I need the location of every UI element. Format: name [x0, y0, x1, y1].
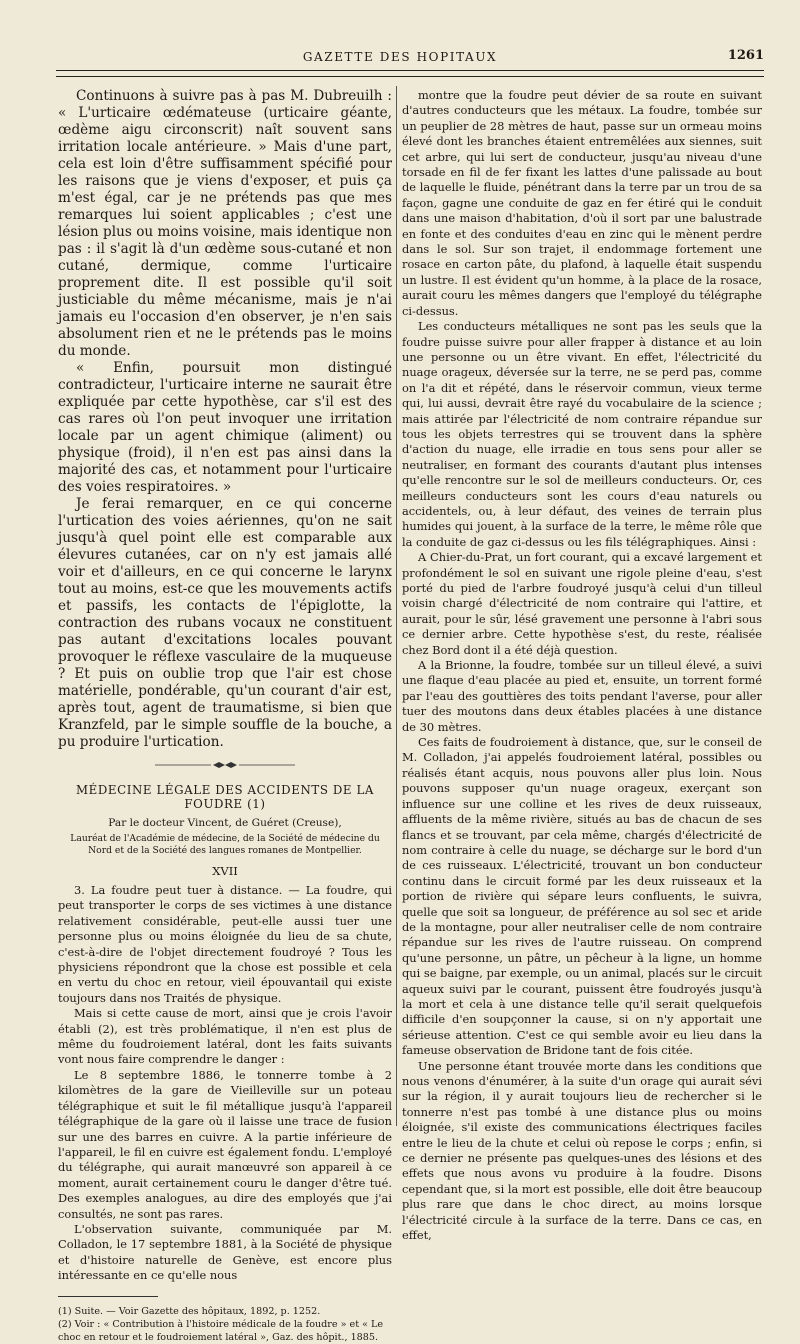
footnote: (1) Suite. — Voir Gazette des hôpitaux, 1892, p. 1252. — [58, 1305, 321, 1317]
column-separator — [396, 86, 397, 1126]
paragraph: Le 8 septembre 1886, le tonnerre tombe à 2 kilomètres de la gare de Vieilleville sur un poteau télégraphique et suit le fil métallique jusqu'à l'appareil télégraphique de la gare où il laisse une trace de fusion sur une des barres en cuivre. A la partie inférieure de l'appareil, le fil en cuivre est également fondu. L'employé du télégraphe, qui aurait manœuvré son appareil à ce moment, aurait certainement couru le danger d'être tué. Des exemples analogues, au dire des employés que j'ai consultés, ne sont pas rares. — [58, 1067, 392, 1221]
journal-title: GAZETTE DES HOPITAUX — [302, 50, 498, 64]
lead-text — [58, 88, 392, 751]
paragraph: Ces faits de foudroiement à distance, que, sur le conseil de M. Colladon, j'ai appelés foudroiement latéral, possibles ou réalisés étant acquis, nous pouvons aller plus loin. Nous pouvons supposer qu'un nuage orageux, exerçant son influence sur une colline et les rives de deux ruisseaux, affluents de la même rivière, situés au bas de chacun de ses flancs et se trouvant, par cela même, chargés d'électricité de nom contraire à celle du nuage, se décharge sur le bord d'un de ces ruisseaux. L'électricité, trouvant un bon conducteur continu dans le circuit formé par les deux ruisseaux et la portion de rivière qui sépare leurs confluents, le suivra, quelle que soit sa longueur, de préférence au sol sec et aride de la montagne, pour aller neutraliser celle de nom contraire répandue sur les rives de l'autre ruisseau. On comprend qu'une personne, un pâtre, un pêcheur à la ligne, un homme qui se baigne, par exemple, ou un animal, placés sur le circuit aqueux suivi par le courant, puissent être foudroyés jusqu'à la mort et cela à une distance telle qu'il serait quelquefois difficile d'en soupçonner la cause, si on n'y apportait une sérieuse attention. C'est ce qui semble avoir eu lieu dans la fameuse observation de Bridone tant de fois citée. — [402, 735, 762, 1058]
ornament-divider — [155, 761, 295, 769]
paragraph: Mais si cette cause de mort, ainsi que je crois l'avoir établi (2), est très problématique, il n'en est plus de même du foudroiement latéral, dont les faits suivants vont nous faire comprendre le danger : — [58, 1006, 392, 1067]
paragraph: Je ferai remarquer, en ce qui concerne l'urtication des voies aériennes, qu'on ne sait jusqu'à quel point elle est comparable aux élevures cutanées, car on n'y est jamais allé voir et d'ailleurs, en ce qui concerne le larynx tout au moins, est-ce que les mouvements actifs et passifs, les contacts de l'épiglotte, la contraction des rubans vocaux ne constituent pas autant d'excitations locales pouvant provoquer le réflexe vasculaire de la muqueuse ? Et puis on oublie trop que l'air est chose matérielle, pondérable, qu'un courant d'air est, après tout, agent de traumatisme, si bien que Kranzfeld, par le simple souffle de la bouche, a pu produire l'urtication. — [58, 496, 392, 750]
article-byline: Par le docteur Vincent, de Guéret (Creuse), — [108, 817, 342, 829]
paragraph: montre que la foudre peut dévier de sa route en suivant d'autres conducteurs que les métaux. La foudre, tombée sur un peuplier de 28 mètres de haut, passe sur un ormeau moins élevé dont les branches étaient entremêlées aux siennes, suit cet arbre, qui lui sert de conducteur, jusqu'au niveau d'une torsade en fil de fer fixant les lattes d'une palissade au bout de laquelle le fluide, pénétrant dans la terre par un trou de sa façon, gagne une conduite de gaz en fer étiré qui le conduit dans une maison d'habitation, d'où il sort par une balustrade en fonte et des conduites d'eau en zinc qui le mènent perdre dans le sol. Sur son trajet, il endommage fortement une rosace en carton pâte, du plafond, à laquelle était suspendu un lustre. Il est évident qu'un homme, à la place de la rosace, aurait couru les mêmes dangers que l'employé du télégraphe ci-dessus. — [402, 88, 762, 318]
page-number: 1261 — [727, 48, 764, 63]
header-rule-thick — [56, 76, 764, 77]
article-title: MÉDECINE LÉGALE DES ACCIDENTS DE LA FOUDRE (1) — [75, 783, 375, 811]
paragraph: Continuons à suivre pas à pas M. Dubreuilh : « L'urticaire œdémateuse (urticaire géante, œdème aigu circonscrit) naît souvent sans irritation locale antérieure. » Mais d'une part, cela est loin d'être suffisamment spécifié pour les raisons que je viens d'exposer, et puis ça m'est égal, car je ne prétends pas que mes remarques lui soient applicables ; c'est une lésion plus ou moins voisine, mais identique non pas : il s'agit là d'un œdème sous-cutané et non cutané, dermique, comme l'urticaire proprement dite. Il est possible qu'il soit justiciable du même mécanisme, mais je n'ai jamais eu l'occasion d'en observer, je n'en sais absolument rien et ne le prétends pas le moins du monde. — [58, 88, 392, 359]
article — [58, 783, 392, 1284]
paragraph: A Chier-du-Prat, un fort courant, qui a excavé largement et profondément le sol en suivant une rigole pleine d'eau, s'est porté du pied de l'arbre foudroyé jusqu'à celui d'un tilleul voisin chargé d'électricité de nom contraire qui l'attire, et aurait, pour le sûr, lésé gravement une personne à l'abri sous ce dernier arbre. Cette hypothèse s'est, du reste, réalisée chez Bord dont il a été déjà question. — [402, 550, 762, 657]
paragraph: Une personne étant trouvée morte dans les conditions que nous venons d'énumérer, à la suite d'un orage qui aurait sévi sur la région, il y aurait toujours lieu de rechercher si le tonnerre n'est pas tombé à une distance plus ou moins éloignée, s'il existe des communications électriques faciles entre le lieu de la chute et celui où repose le corps ; enfin, si ce dernier ne présente pas quelques-unes des lésions et des effets que nous avons vu produire à la foudre. Disons cependant que, si la mort est possible, elle doit être beaucoup plus rare que dans le choc direct, au moins lorsque l'électricité circule à la surface de la terre. Dans ce cas, en effet, — [402, 1058, 762, 1243]
paragraph: Les conducteurs métalliques ne sont pas les seuls que la foudre puisse suivre pour aller frapper à distance et au loin une personne ou un être vivant. En effet, l'électricité du nuage orageux, déversée sur la terre, ne se perd pas, comme on l'a dit et répété, dans le réservoir commun, vieux terme qui, lui aussi, devrait être rayé du vocabulaire de la science ; mais attirée par l'électricité de nom contraire répandue sur tous les objets terrestres qui se trouvent dans la sphère d'action du nuage, elle irradie en tous sens pour aller se neutraliser, en formant des courants d'autant plus intenses qu'elle rencontre sur le sol de meilleurs conducteurs. Or, ces meilleurs conducteurs sont les cours d'eau naturels ou accidentels, ou, à leur défaut, des veines de terrain plus humides qui jouent, à la surface de la terre, le même rôle que la conduite de gaz ci-dessus ou les fils télégraphiques. Ainsi : — [402, 319, 762, 549]
running-head — [0, 50, 800, 70]
footnotes — [58, 1305, 392, 1344]
paragraph: « Enfin, poursuit mon distingué contradicteur, l'urticaire interne ne saurait être expliquée par cette hypothèse, car s'il est des cas rares où l'on peut invoquer une irritation locale par un agent chimique (aliment) ou physique (froid), il n'en est pas ainsi dans la majorité des cas, et notamment pour l'urticaire des voies respiratoires. » — [58, 360, 392, 495]
footnote: (2) Voir : « Contribution à l'histoire médicale de la foudre » et « Le choc en retour et le foudroiement latéral », Gaz. des hôpit., 1885. — [58, 1318, 384, 1343]
right-column — [402, 88, 762, 1243]
paragraph: A la Brionne, la foudre, tombée sur un tilleul élevé, a suivi une flaque d'eau placée au pied et, ensuite, un torrent formé par l'eau des gouttières des toits pendant l'averse, pour aller tuer des moutons dans deux étables placées à une distance de 30 mètres. — [402, 658, 762, 734]
section-number: XVII — [212, 864, 238, 878]
paragraph: L'observation suivante, communiquée par M. Colladon, le 17 septembre 1881, à la Société de physique et d'histoire naturelle de Genève, est encore plus intéressante en ce qu'elle nous — [58, 1221, 392, 1283]
header-rule — [56, 70, 764, 71]
paragraph: 3. La foudre peut tuer à distance. — La foudre, qui peut transporter le corps de ses victimes à une distance relativement considérable, peut-elle aussi tuer une personne plus ou moins éloignée du lieu de sa chute, c'est-à-dire de l'objet directement foudroyé ? Tous les physiciens répondront que la chose est possible et cela en vertu du choc en retour, vieil épouvantail qui existe toujours dans nos Traités de physique. — [58, 883, 392, 1005]
left-column — [58, 88, 392, 1344]
footnote-rule — [58, 1296, 158, 1297]
author-affiliation: Lauréat de l'Académie de médecine, de la Société de médecine du Nord et de la Société des langues romanes de Montpellier. — [70, 833, 380, 856]
